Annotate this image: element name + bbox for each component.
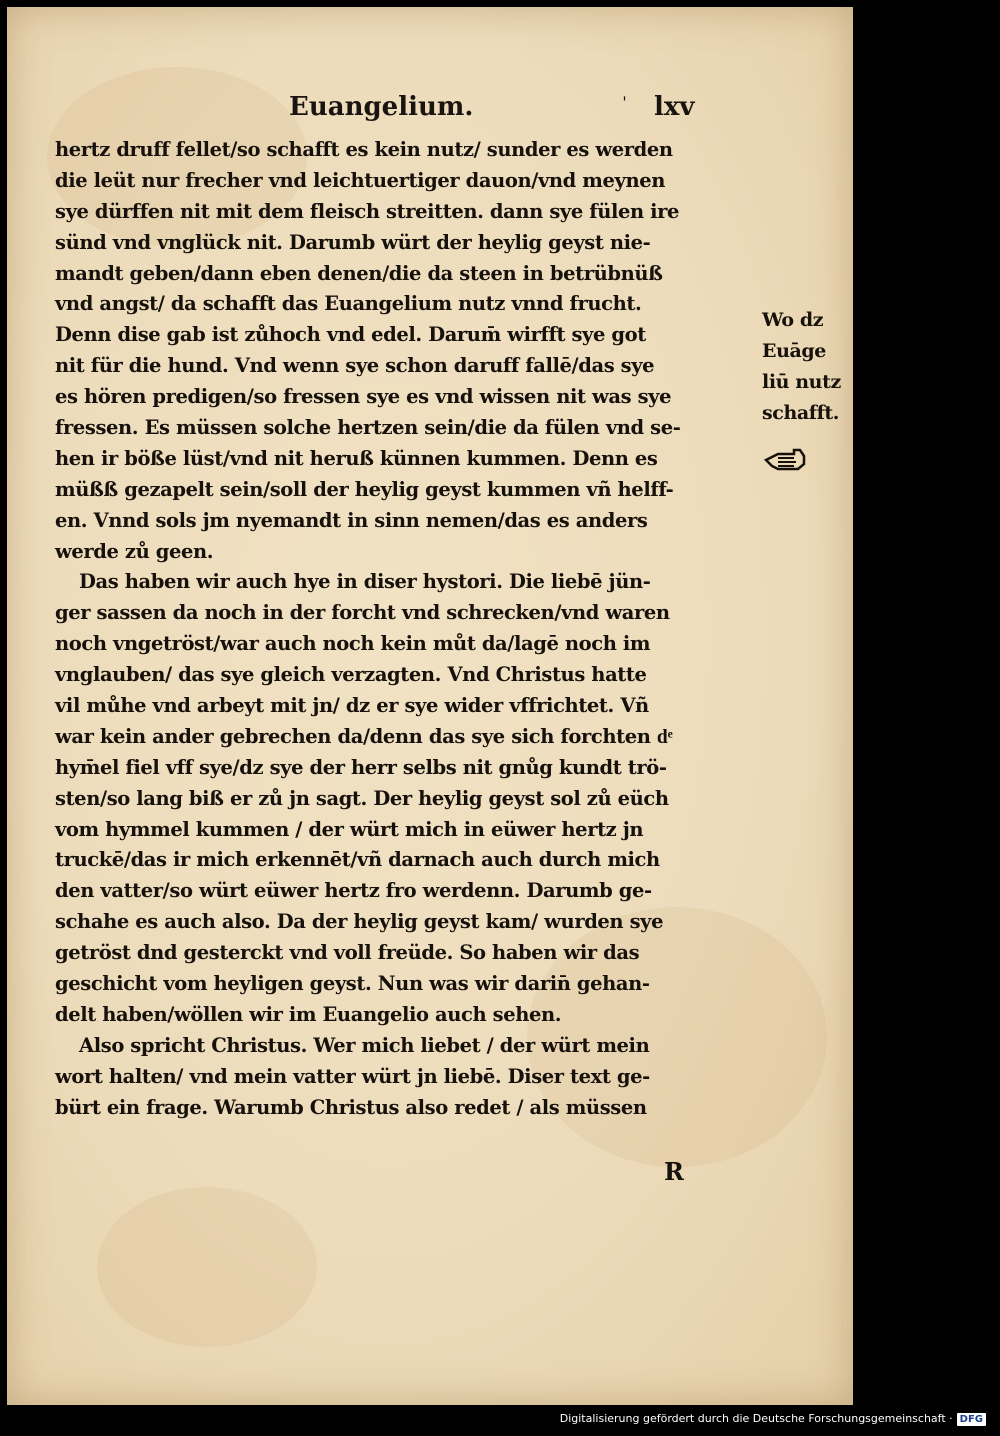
header-tick: ˈ (622, 94, 627, 115)
text-line: vnd angst/ da schafft das Euangelium nutz vnnd frucht. (55, 292, 642, 316)
text-line: hen ir böße lüst/vnd nit heruß künnen kummen. Denn es (55, 446, 658, 470)
text-line: vil můhe vnd arbeyt mit jn/ dz er sye wider vffrichtet. Vñ (55, 694, 649, 718)
pointing-hand-icon (764, 444, 808, 474)
page-header (7, 92, 853, 132)
body-text (55, 135, 755, 1124)
text-line: mandt geben/dann eben denen/die da steen in betrübnüß (55, 261, 663, 285)
text-line: truckē/das ir mich erkennēt/vñ darnach auch durch mich (55, 848, 660, 872)
text-line: sten/so lang biß er zů jn sagt. Der heylig geyst sol zů eüch (55, 786, 669, 810)
book-page (7, 7, 853, 1405)
text-line: Also spricht Christus. Wer mich liebet / der würt mein (79, 1033, 650, 1057)
text-line: nit für die hund. Vnd wenn sye schon daruff fallē/das sye (55, 354, 655, 378)
text-line: hertz druff fellet/so schafft es kein nutz/ sunder es werden (55, 138, 673, 161)
text-line: getröst dnd gesterckt vnd voll freüde. So haben wir das (55, 941, 640, 965)
text-line: noch vngetröst/war auch noch kein můt da/lagē noch im (55, 632, 651, 656)
text-line: werde zů geen. (55, 539, 214, 563)
text-line: den vatter/so würt eüwer hertz fro werdenn. Darumb ge- (55, 879, 652, 903)
margin-note-line: liū nutz (762, 370, 841, 393)
margin-note (762, 305, 857, 429)
text-line: schahe es auch also. Da der heylig geyst kam/ wurden sye (55, 910, 664, 934)
paper-stain (97, 1187, 317, 1347)
text-line: sünd vnd vnglück nit. Darumb würt der heylig geyst nie- (55, 230, 651, 254)
text-line: war kein ander gebrechen da/denn das sye sich forchten dͤ (55, 724, 673, 748)
margin-note-line: schafft. (762, 401, 839, 424)
text-line: die leüt nur frecher vnd leichtuertiger dauon/vnd meynen (55, 168, 666, 192)
margin-note-line: Wo dz (762, 309, 824, 331)
catchword: R (664, 1157, 684, 1186)
text-line: vom hymmel kummen / der würt mich in eüwer hertz jn (55, 817, 644, 841)
text-line: wort halten/ vnd mein vatter würt jn liebē. Diser text ge- (55, 1064, 650, 1088)
text-line: Das haben wir auch hye in diser hystori. Die liebē jün- (79, 570, 651, 594)
folio-number: lxv (654, 92, 695, 122)
dfg-logo: DFG (957, 1413, 986, 1426)
text-line: bürt ein frage. Warumb Christus also redet / als müssen (55, 1095, 647, 1119)
text-line: geschicht vom heyligen geyst. Nun was wir darin̄ gehan- (55, 972, 650, 996)
text-line: müßß gezapelt sein/soll der heylig geyst kummen vñ helff- (55, 477, 674, 501)
text-line: sye dürffen nit mit dem fleisch streitten. dann sye fülen ire (55, 199, 680, 223)
footer-text: Digitalisierung gefördert durch die Deutsche Forschungsgemeinschaft · (559, 1412, 953, 1425)
digitization-footer (560, 1412, 986, 1426)
running-head: Euangelium. (289, 92, 474, 122)
text-line: fressen. Es müssen solche hertzen sein/die da fülen vnd se- (55, 416, 681, 440)
text-line: delt haben/wöllen wir im Euangelio auch sehen. (55, 1002, 562, 1026)
text-line: hym̄el fiel vff sye/dz sye der herr selbs nit gnůg kundt trö- (55, 755, 667, 779)
text-line: vnglauben/ das sye gleich verzagten. Vnd Christus hatte (55, 663, 647, 687)
margin-note-line: Euāge (762, 339, 826, 362)
text-line: ger sassen da noch in der forcht vnd schrecken/vnd waren (55, 601, 670, 625)
text-line: Denn dise gab ist zůhoch vnd edel. Darum̄ wirfft sye got (55, 323, 646, 347)
text-line: es hören predigen/so fressen sye es vnd wissen nit was sye (55, 385, 672, 409)
text-line: en. Vnnd sols jm nyemandt in sinn nemen/das es anders (55, 508, 648, 532)
